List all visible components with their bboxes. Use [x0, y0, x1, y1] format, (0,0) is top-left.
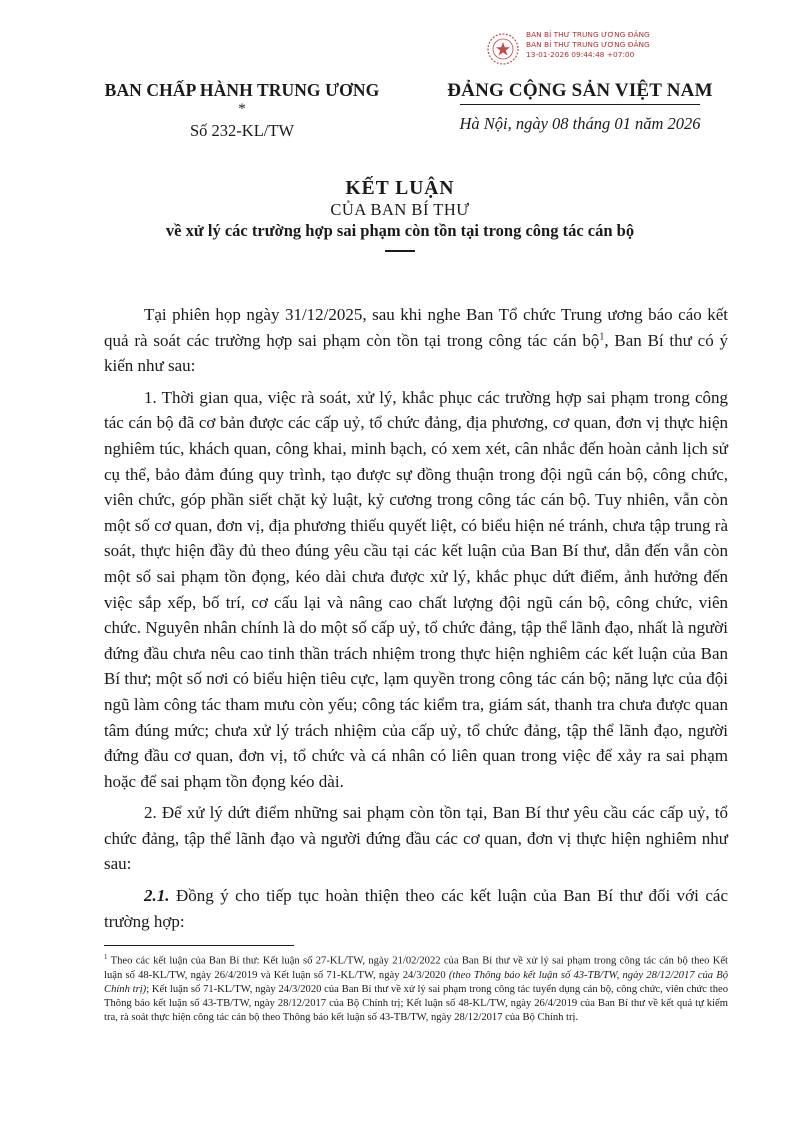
party-underline: [460, 104, 700, 105]
paragraph-section-2-1: [104, 883, 728, 934]
paragraph-section-1: 1. Thời gian qua, việc rà soát, xử lý, khắc phục các trường hợp sai phạm trong công tác cán bộ đã cơ bản được các cấp uỷ, tổ chức đảng, địa phương, cơ quan, đơn vị thực hiện nghiêm túc, khách quan, công khai, minh bạch, có xem xét, cân nhắc đến hoàn cảnh lịch sử cụ thể, bảo đảm đúng quy trình, tạo được sự đồng thuận trong đội ngũ cán bộ, công chức, viên chức, góp phần siết chặt kỷ luật, kỷ cương trong công tác cán bộ. Tuy nhiên, vẫn còn một số cơ quan, đơn vị, địa phương thiếu quyết liệt, có biểu hiện né tránh, chưa tập trung rà soát, thực hiện đầy đủ theo đúng yêu cầu tại các kết luận của Ban Bí thư, dẫn đến vẫn còn một số sai phạm tồn đọng, kéo dài chưa được xử lý, khắc phục dứt điểm, ảnh hưởng đến việc sắp xếp, bố trí, cơ cấu lại và nâng cao chất lượng đội ngũ cán bộ, công chức, viên chức. Nguyên nhân chính là do một số cấp uỷ, tổ chức đảng, tập thể lãnh đạo, nhất là người đứng đầu chưa nêu cao tinh thần trách nhiệm trong thực hiện nghiêm các kết luận của Ban Bí thư; một số nơi có biểu hiện tiêu cực, lạm quyền trong công tác cán bộ; năng lực của đội ngũ làm công tác tham mưu còn yếu; công tác kiểm tra, giám sát, thanh tra chưa được quan tâm đúng mức; chưa xử lý trách nhiệm của cấp uỷ, tổ chức đảng, tập thể lãnh đạo, người đứng đầu cơ quan, đơn vị, tổ chức và cá nhân có liên quan trong việc để xảy ra sai phạm hoặc để sai phạm tồn đọng kéo dài.: [104, 387, 728, 791]
title-line-1: KẾT LUẬN: [345, 178, 455, 199]
star-mark: *: [238, 101, 246, 117]
issuer-header: [84, 80, 400, 141]
footnote-text-b: (theo Thông báo kết luận số 43-TB/TW, ngày 28/12/2017 của Bộ Chính trị): [104, 969, 729, 995]
digital-signature-stamp: [486, 30, 716, 70]
intro-tail: , Ban Bí thư có ý kiến như sau:: [104, 330, 728, 376]
footnote-number: 1: [104, 953, 108, 961]
stamp-line-1: BAN BÍ THƯ TRUNG ƯƠNG ĐẢNG: [526, 30, 650, 39]
title-divider: [385, 250, 415, 252]
issuer-org: BAN CHẤP HÀNH TRUNG ƯƠNG: [104, 80, 380, 100]
stamp-timestamp: 13-01-2026 09:44:48 +07:00: [526, 50, 635, 59]
stamp-line-2: BAN BÍ THƯ TRUNG ƯƠNG ĐẢNG: [526, 40, 650, 49]
date-line: Hà Nội, ngày 08 tháng 01 năm 2026: [459, 114, 701, 133]
paragraph-section-2: 2. Để xử lý dứt điểm những sai phạm còn tồn tại, Ban Bí thư yêu cầu các cấp uỷ, tổ chức đảng, tập thể lãnh đạo và người đứng đầu các cơ quan, đơn vị thực hiện nghiêm như sau:: [104, 803, 728, 874]
party-header: [424, 80, 736, 134]
party-name: ĐẢNG CỘNG SẢN VIỆT NAM: [447, 80, 713, 101]
seal-icon: [486, 32, 520, 66]
footnote-text-a: Theo các kết luận của Ban Bí thư: Kết luận số 27-KL/TW, ngày 21/02/2022 của Ban Bí thư về xử lý sai phạm trong công tác cán bộ theo Kết luận số 48-KL/TW, ngày 26/4/2019 và Kết luận số 71-KL/TW, ngày 24/3/2020: [104, 955, 728, 981]
section-2-1-label: 2.1.: [144, 886, 170, 906]
footnote-ref[interactable]: 1: [599, 330, 605, 342]
document-body: [104, 302, 728, 940]
title-subject: về xử lý các trường hợp sai phạm còn tồn tại trong công tác cán bộ: [165, 221, 635, 240]
intro-text: Tại phiên họp ngày 31/12/2025, sau khi nghe Ban Tổ chức Trung ương báo cáo kết quả rà soát các trường hợp sai phạm còn tồn tại trong công tác cán bộ: [104, 305, 728, 350]
title-line-2: CỦA BAN BÍ THƯ: [330, 200, 470, 219]
paragraph-intro: [104, 302, 728, 379]
section-2-1-text: Đồng ý cho tiếp tục hoàn thiện theo các kết luận của Ban Bí thư đối với các trường hợp:: [104, 886, 728, 931]
footnote: [104, 950, 728, 1025]
footnote-text-c: ; Kết luận số 71-KL/TW, ngày 24/3/2020 của Ban Bí thư về xử lý sai phạm trong công tác tuyển dụng cán bộ, công chức, viên chức theo Thông báo kết luận số 43-TB/TW, ngày 28/12/2017 của Bộ Chính trị; Kết luận số 48-KL/TW, ngày 26/4/2019 của Ban Bí thư về kết quả tự kiểm tra, rà soát thực hiện công tác cán bộ theo Thông báo kết luận số 43-TB/TW, ngày 28/12/2017 của Bộ Chính trị.: [104, 983, 728, 1023]
document-title: [0, 178, 800, 252]
document-number: Số 232-KL/TW: [189, 121, 295, 140]
footnote-divider: [104, 945, 294, 946]
